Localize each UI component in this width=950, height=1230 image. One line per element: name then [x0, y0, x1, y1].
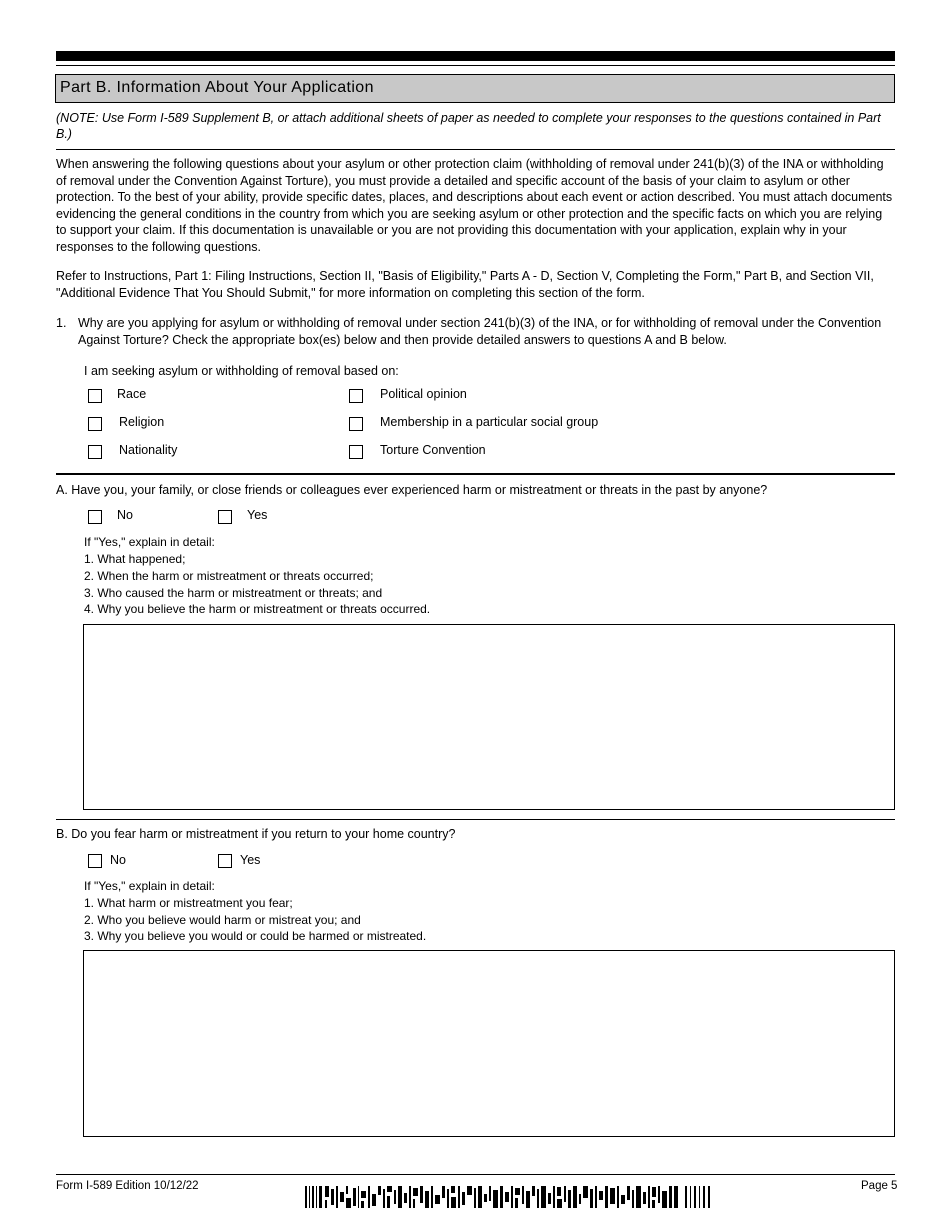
question-a-answer-field[interactable]	[83, 624, 895, 810]
section-divider	[56, 819, 895, 820]
section-divider	[56, 473, 895, 475]
page-number: Page 5	[861, 1180, 898, 1192]
intro-paragraph-1: When answering the following questions about your asylum or other protection claim (withholding of removal under 241(b)(3) of the INA or withholding of removal under the Convention Against Torture), you must provide a detailed and specific account of the basis of your claim to asylum or other protection. To the best of your ability, provide specific dates, places, and descriptions about each event or action described. You must attach documents evidencing the general conditions in the country from which you are seeking asylum or other protection and the specific facts on which you are relying to support your claim. If this documentation is unavailable or you are not providing this documentation with your application, explain why in your responses to the following questions.	[56, 157, 893, 254]
part-note: (NOTE: Use Form I-589 Supplement B, or attach additional sheets of paper as needed to complete your responses to the questions contained in Part B.)	[56, 111, 881, 141]
top-thin-rule	[56, 65, 895, 66]
footer-rule	[56, 1174, 895, 1175]
question-b-item: 3. Why you believe you would or could be harmed or mistreated.	[84, 929, 427, 943]
question-a-explain-heading: If "Yes," explain in detail:	[84, 535, 215, 549]
question-a-no-checkbox[interactable]	[88, 510, 102, 524]
question-b-item: 2. Who you believe would harm or mistreat you; and	[84, 913, 361, 927]
race-label: Race	[117, 387, 147, 401]
question-b-answer-field[interactable]	[83, 950, 895, 1137]
question-1-prompt: I am seeking asylum or withholding of removal based on:	[84, 364, 399, 378]
form-edition: Form I-589 Edition 10/12/22	[56, 1180, 199, 1192]
political-opinion-label: Political opinion	[380, 387, 467, 401]
race-checkbox[interactable]	[88, 389, 102, 403]
question-b-item: 1. What harm or mistreatment you fear;	[84, 896, 293, 910]
question-a-item: 3. Who caused the harm or mistreatment or threats; and	[84, 586, 383, 600]
religion-checkbox[interactable]	[88, 417, 102, 431]
question-a-item: 2. When the harm or mistreatment or threats occurred;	[84, 569, 374, 583]
religion-label: Religion	[119, 415, 165, 429]
nationality-checkbox[interactable]	[88, 445, 102, 459]
social-group-label: Membership in a particular social group	[380, 415, 599, 429]
part-b-header	[55, 74, 895, 103]
part-title: Part B. Information About Your Application	[60, 79, 374, 96]
barcode-image	[305, 1186, 713, 1208]
question-a-item: 1. What happened;	[84, 552, 186, 566]
question-1-number: 1.	[56, 316, 67, 330]
torture-convention-checkbox[interactable]	[349, 445, 363, 459]
question-b-no-checkbox[interactable]	[88, 854, 102, 868]
question-1-text: Why are you applying for asylum or withholding of removal under section 241(b)(3) of the INA, or for withholding of removal under the Convention Against Torture? Check the appropriate box(es) below and then provide detailed answers to questions A and B below.	[78, 316, 882, 347]
question-b-explain-heading: If "Yes," explain in detail:	[84, 879, 215, 893]
question-a-item: 4. Why you believe the harm or mistreatment or threats occurred.	[84, 602, 431, 616]
question-b-yes-label: Yes	[240, 853, 261, 867]
question-b-yes-checkbox[interactable]	[218, 854, 232, 868]
political-opinion-checkbox[interactable]	[349, 389, 363, 403]
top-rule	[56, 51, 895, 61]
question-b-text: B. Do you fear harm or mistreatment if you return to your home country?	[56, 827, 456, 841]
question-a-yes-label: Yes	[247, 508, 268, 522]
question-a-text: A. Have you, your family, or close friends or colleagues ever experienced harm or mistreatment or threats in the past by anyone?	[56, 483, 768, 497]
torture-convention-label: Torture Convention	[380, 443, 486, 457]
question-b-no-label: No	[110, 853, 126, 867]
question-a-yes-checkbox[interactable]	[218, 510, 232, 524]
question-1	[56, 315, 896, 348]
nationality-label: Nationality	[119, 443, 178, 457]
question-a-no-label: No	[117, 508, 133, 522]
intro-paragraph-2: Refer to Instructions, Part 1: Filing Instructions, Section II, "Basis of Eligibility," Parts A - D, Section V, Completing the Form," Part B, and Section VII, "Additional Evidence That You Should Submit," for more information on completing this section of the form.	[56, 269, 874, 300]
divider	[56, 149, 895, 150]
social-group-checkbox[interactable]	[349, 417, 363, 431]
